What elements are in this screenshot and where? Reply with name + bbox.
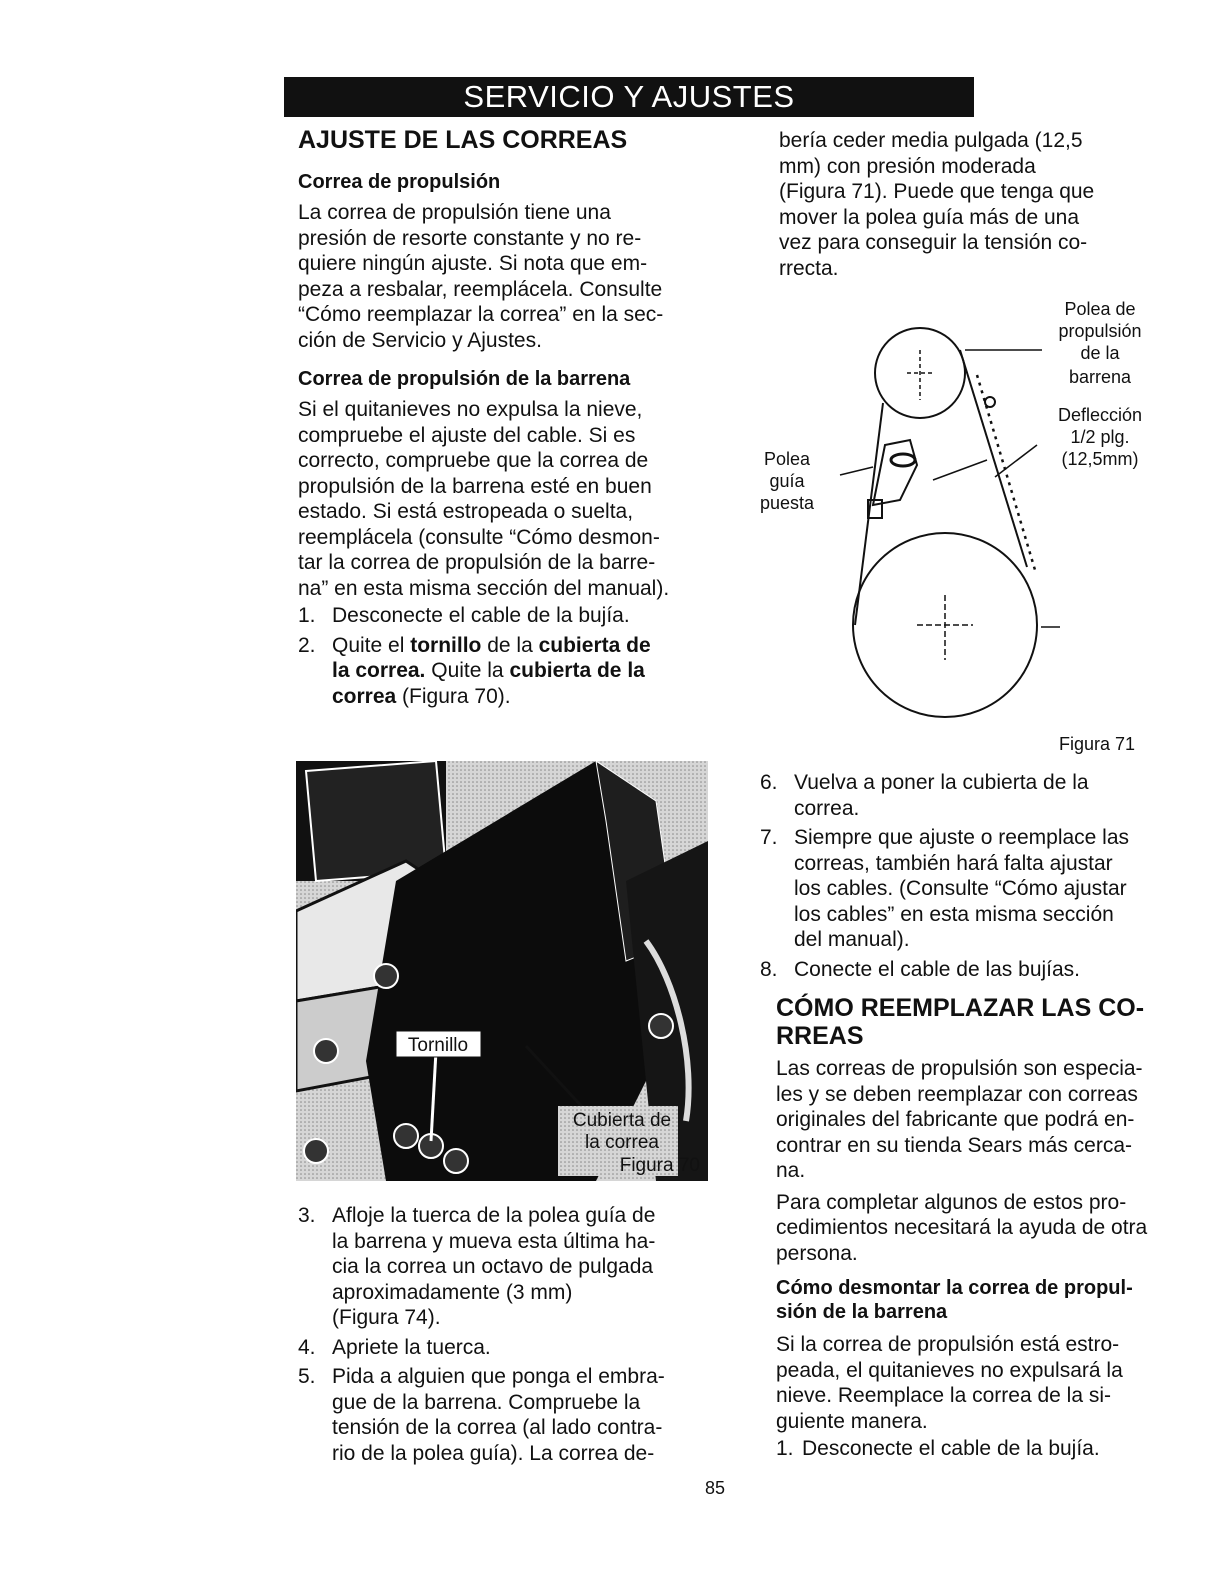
bold-text: la correa. bbox=[332, 659, 426, 682]
label-polea-guia-3: puesta bbox=[759, 493, 815, 513]
paragraph-drive-belt bbox=[298, 200, 718, 353]
line: propulsión de la barrena esté en buen bbox=[298, 474, 652, 498]
line: les y se deben reemplazar con correas bbox=[776, 1082, 1138, 1106]
line: (Figura 71). Puede que tenga que bbox=[779, 180, 1095, 203]
paragraph-help bbox=[776, 1190, 1175, 1267]
line: estado. Si está estropeada o suelta, bbox=[298, 500, 634, 523]
page-number: 85 bbox=[705, 1478, 726, 1498]
text: de la bbox=[481, 633, 539, 657]
bold-text: correa bbox=[332, 684, 397, 708]
line: gue de la barrena. Compruebe la bbox=[332, 1390, 641, 1414]
step-text bbox=[794, 770, 1175, 821]
label-deflexion-1: Deflección bbox=[1057, 405, 1143, 425]
line: mm) con presión moderada bbox=[779, 154, 1036, 178]
line: rio de la polea guía). La correa de- bbox=[332, 1441, 655, 1465]
label-polea-prop-1: Polea de bbox=[1064, 299, 1136, 319]
subheading-auger-belt: Correa de propulsión de la barrena bbox=[298, 368, 631, 390]
step-text bbox=[794, 825, 1175, 953]
step-text bbox=[332, 1364, 718, 1466]
line: Pida a alguien que ponga el embra- bbox=[332, 1365, 665, 1388]
section-title: SERVICIO Y AJUSTES bbox=[463, 79, 795, 114]
line: correa. bbox=[794, 796, 860, 820]
label-cubierta-1: Cubierta de bbox=[572, 1110, 672, 1131]
line: cia la correa un octavo de pulgada bbox=[332, 1255, 654, 1278]
heading-replace-belts bbox=[760, 994, 1175, 1050]
figure-70-caption: Figura 70 bbox=[619, 1155, 700, 1176]
step-number: 2. bbox=[298, 633, 316, 657]
figure-71 bbox=[755, 295, 1155, 765]
pulley-diagram bbox=[755, 295, 1155, 765]
bold-text: tornillo bbox=[410, 633, 482, 657]
line: rrecta. bbox=[779, 256, 839, 280]
line: los cables” en esta misma sección bbox=[794, 902, 1114, 926]
paragraph-continued bbox=[779, 128, 1174, 281]
label-deflexion-2: 1/2 plg. bbox=[1070, 427, 1130, 447]
line: (Figura 74). bbox=[332, 1306, 441, 1329]
line: aproximadamente (3 mm) bbox=[332, 1280, 573, 1304]
line: “Cómo reemplazar la correa” en la sec- bbox=[298, 303, 664, 326]
subheading-drive-belt: Correa de propulsión bbox=[298, 171, 501, 193]
step-7 bbox=[760, 825, 1175, 953]
step-6 bbox=[760, 770, 1175, 821]
step-number: 1. bbox=[298, 604, 316, 627]
line: correcto, compruebe que la correa de bbox=[298, 449, 649, 472]
step-text: Desconecte el cable de la bujía. bbox=[802, 1437, 1100, 1460]
line: compruebe el ajuste del cable. Si es bbox=[298, 423, 636, 447]
text: (Figura 70). bbox=[396, 684, 511, 708]
label-polea-prop-3: de la bbox=[1080, 343, 1120, 363]
replace-section bbox=[760, 1056, 1175, 1462]
line: reemplácela (consulte “Cómo desmon- bbox=[298, 525, 660, 549]
line: la barrena y mueva esta última ha- bbox=[332, 1229, 656, 1253]
step-number: 7. bbox=[760, 826, 778, 849]
step-8 bbox=[760, 957, 1175, 983]
paragraph-auger-belt bbox=[298, 397, 718, 601]
section-header bbox=[284, 77, 974, 117]
label-tornillo: Tornillo bbox=[407, 1035, 469, 1056]
right-column-lower bbox=[760, 770, 1175, 1462]
left-column-lower bbox=[298, 1203, 718, 1466]
line: peza a resbalar, reemplácela. Consulte bbox=[298, 277, 663, 301]
step-text: Conecte el cable de las bujías. bbox=[794, 957, 1081, 981]
label-cubierta-2: la correa bbox=[585, 1132, 659, 1153]
line: originales del fabricante que podrá en- bbox=[776, 1108, 1135, 1131]
paragraph-special-belts bbox=[776, 1056, 1175, 1184]
line: persona. bbox=[776, 1241, 858, 1265]
step-4 bbox=[298, 1335, 718, 1361]
label-polea-prop-4: barrena bbox=[1068, 367, 1132, 387]
line: nieve. Reemplace la correa de la si- bbox=[776, 1384, 1111, 1407]
line: La correa de propulsión tiene una bbox=[298, 201, 611, 224]
step-5 bbox=[298, 1364, 718, 1466]
belt-cover-illustration bbox=[296, 761, 708, 1181]
right-column bbox=[779, 128, 1174, 281]
left-column bbox=[298, 126, 718, 709]
step-number: 6. bbox=[760, 771, 778, 794]
step-number: 8. bbox=[760, 957, 778, 981]
line: bería ceder media pulgada (12,5 bbox=[779, 129, 1083, 152]
label-polea-guia-1: Polea bbox=[763, 449, 811, 469]
step-text bbox=[332, 633, 718, 710]
line: Las correas de propulsión son especia- bbox=[776, 1057, 1143, 1080]
line: na. bbox=[776, 1159, 806, 1182]
figure-70 bbox=[296, 761, 708, 1181]
line: del manual). bbox=[794, 928, 910, 951]
label-polea-prop-2: propulsión bbox=[1058, 321, 1142, 341]
step-text bbox=[332, 1203, 718, 1331]
line: vez para conseguir la tensión co- bbox=[779, 231, 1088, 254]
text: Quite la bbox=[425, 659, 510, 682]
line: Para completar algunos de estos pro- bbox=[776, 1190, 1127, 1214]
bold-text: cubierta de bbox=[538, 633, 651, 657]
step-1 bbox=[298, 603, 718, 629]
step-number: 1. bbox=[776, 1437, 794, 1460]
figure-71-caption: Figura 71 bbox=[1058, 734, 1135, 754]
line: RREAS bbox=[776, 1022, 864, 1050]
line: Siempre que ajuste o reemplace las bbox=[794, 826, 1130, 849]
line: tensión de la correa (al lado contra- bbox=[332, 1416, 663, 1439]
step-number: 3. bbox=[298, 1204, 316, 1227]
line: cedimientos necesitará la ayuda de otra bbox=[776, 1216, 1148, 1239]
label-deflexion-3: (12,5mm) bbox=[1061, 449, 1139, 469]
step-text: Apriete la tuerca. bbox=[332, 1335, 491, 1359]
text: Quite el bbox=[332, 633, 411, 657]
step-2 bbox=[298, 633, 718, 710]
line: contrar en su tienda Sears más cerca- bbox=[776, 1133, 1132, 1157]
line: Afloje la tuerca de la polea guía de bbox=[332, 1204, 656, 1227]
line: los cables. (Consulte “Cómo ajustar bbox=[794, 877, 1127, 900]
line: ción de Servicio y Ajustes. bbox=[298, 328, 542, 352]
line: Cómo desmontar la correa de propul- bbox=[776, 1277, 1133, 1299]
line: correas, también hará falta ajustar bbox=[794, 851, 1113, 875]
line: presión de resorte constante y no re- bbox=[298, 226, 642, 250]
step-3 bbox=[298, 1203, 718, 1331]
line: sión de la barrena bbox=[776, 1301, 948, 1323]
line: CÓMO REEMPLAZAR LAS CO- bbox=[776, 994, 1145, 1022]
step-1-remove bbox=[776, 1436, 1175, 1462]
line: na” en esta misma sección del manual). bbox=[298, 576, 670, 600]
step-number: 4. bbox=[298, 1335, 316, 1359]
line: Si el quitanieves no expulsa la nieve, bbox=[298, 398, 643, 421]
line: tar la correa de propulsión de la barre- bbox=[298, 551, 656, 574]
label-polea-guia-2: guía bbox=[769, 471, 805, 491]
step-text: Desconecte el cable de la bujía. bbox=[332, 604, 630, 627]
line: Si la correa de propulsión está estro- bbox=[776, 1333, 1120, 1356]
bold-text: cubierta de la bbox=[509, 659, 645, 682]
subheading-remove-auger-belt bbox=[776, 1276, 1175, 1324]
line: mover la polea guía más de una bbox=[779, 205, 1080, 229]
paragraph-damaged-belt bbox=[776, 1332, 1175, 1434]
line: quiere ningún ajuste. Si nota que em- bbox=[298, 252, 648, 275]
line: peada, el quitanieves no expulsará la bbox=[776, 1358, 1123, 1382]
line: guiente manera. bbox=[776, 1409, 928, 1433]
step-number: 5. bbox=[298, 1365, 316, 1388]
heading-belt-adjust: AJUSTE DE LAS CORREAS bbox=[298, 126, 628, 154]
line: Vuelva a poner la cubierta de la bbox=[794, 771, 1089, 794]
